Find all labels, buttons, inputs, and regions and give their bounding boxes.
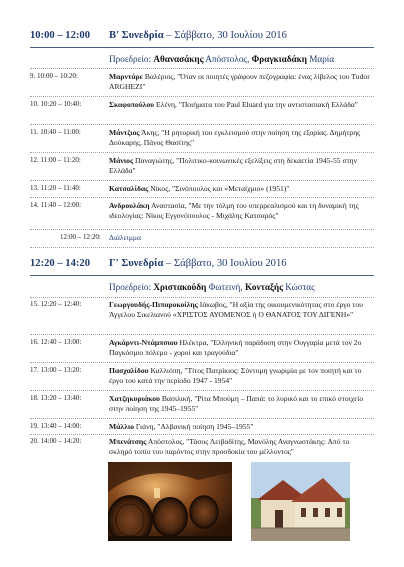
row-rule bbox=[30, 434, 374, 435]
session-c-time: 12:20 – 14:20 bbox=[30, 258, 91, 269]
talk-time: 19. 13:40 – 14:00: bbox=[30, 422, 82, 430]
break-label: Διάλειμμα bbox=[109, 233, 141, 242]
row-rule bbox=[30, 68, 374, 69]
talk-content: Σκαφοπούλου Ελένη, "Ποιήματα του Paul Eluard για την αντιστασιακή Ελλάδα" bbox=[109, 100, 358, 109]
wine-cellar-photo bbox=[108, 462, 232, 541]
wine-cellar-image bbox=[108, 462, 232, 541]
talk-content: Ανδρουλάκη Αναστασία, "Με την τόλμη του υπερρεαλισμού και τη δυναμική της ιδεολογίας: Νίκος Εγγονόπουλος - Μιχάλης Κατσαρός" bbox=[109, 201, 359, 220]
talk-time: 17. 13:00 – 13:20: bbox=[30, 366, 82, 374]
talk-content: Γεωργουδής-Πιπαροκοίλης Ιάκωβος, "Η αξία της οικουμενικότητας στο έργο του Άγγελου Σικελιανού «ΧΡΙΣΤΟΣ ΑΥΟΜΕΝΟΣ ή Ο ΘΑΝΑΤΟΣ ΤΟΥ ΔΙΓΕΝΗ»" bbox=[109, 300, 363, 319]
session-b-title: Β' Συνεδρία – Σάββατο, 30 Ιουλίου 2016 bbox=[109, 30, 287, 41]
row-rule bbox=[30, 297, 374, 298]
talk-content: Αγκάρντι-Ντάμπσιου Ηλέκτρα, "Ελληνική παράδοση στην Ουγγαρία μετά τον 2ο Παγκόσμιο πόλεμο - χοροί και τραγούδια" bbox=[109, 338, 362, 357]
talk-time: 20. 14:00 – 14:20: bbox=[30, 437, 82, 445]
row-rule bbox=[30, 152, 374, 153]
session-c-chairs: Προεδρείο: Χριστακούδη Φωτεινή, Κονταξής Κώστας bbox=[109, 282, 315, 292]
talk-time: 18. 13:20 – 13:40: bbox=[30, 394, 82, 402]
talk-time: 16. 12:40 – 13:00: bbox=[30, 338, 82, 346]
session-b-time: 10:00 – 12:00 bbox=[30, 30, 91, 41]
session-c-title: Γ' Συνεδρία – Σάββατο, 30 Ιουλίου 2016 bbox=[109, 258, 287, 269]
session-c-divider bbox=[30, 275, 374, 276]
row-rule bbox=[30, 418, 374, 419]
talk-content: Μάλλιο Γιάνη, "Αλβανική ποίηση 1945–1955" bbox=[109, 422, 254, 431]
session-b-heading bbox=[30, 30, 400, 44]
church-image bbox=[251, 462, 350, 541]
talk-content: Πασχαλίδου Καλλιόπη, "Τίτος Πατρίκιος: Σύντομη γνωριμία με τον ποιητή και το έργο του κατά την περίοδο 1947 - 1954" bbox=[109, 366, 362, 385]
talk-time: 13. 11:20 – 11:40: bbox=[30, 184, 81, 192]
church-photo bbox=[251, 462, 350, 541]
row-rule bbox=[30, 247, 374, 248]
talk-time: 15. 12:20 – 12:40: bbox=[30, 300, 82, 308]
talk-time: 9. 10:00 – 10:20: bbox=[30, 72, 78, 80]
talk-content: Μάνιος Παναγιώτης, "Πολιτικο-κοινωνικές εξελίξεις στη δεκαετία 1945-55 στην Ελλάδα" bbox=[109, 156, 358, 175]
talk-content: Μαρντάρε Βαλέριος, "Όταν οι ποιητές γράφουν πεζογραφία: ένας λίβελος του Tudor ARGHEZI" bbox=[109, 72, 370, 91]
session-c-heading bbox=[30, 258, 400, 272]
session-b-chairs: Προεδρείο: Αθανασάκης Απόστολος, Φραγκιαδάκη Μαρία bbox=[109, 54, 335, 64]
talk-content: Μπενάτσης Απόστολος, "Τάσος Λειβαδίτης, Μανόλης Αναγνωστάκης: Από το σκληρό τοπίο του παρόντος στην προσδοκία του μέλλοντος" bbox=[109, 437, 350, 456]
row-rule bbox=[30, 96, 374, 97]
talk-time: 14. 11:40 – 12:00: bbox=[30, 201, 82, 209]
talk-time: 11. 10:40 – 11:00: bbox=[30, 128, 81, 136]
talk-time: 10. 10:20 – 10:40: bbox=[30, 100, 82, 108]
row-rule bbox=[30, 229, 374, 230]
talk-content: Χατζηκυριάκου Βασιλική, "Ρίτα Μπούμη – Παπά: το λυρικό και το επικό στοιχείο στην ποίηση της 1945–1955" bbox=[109, 394, 364, 413]
row-rule bbox=[30, 180, 374, 181]
talk-content: Κατσαλίδας Νίκος, "Σινόπουλος και «Μεταίχμιο» (1951)" bbox=[109, 184, 290, 193]
talk-content: Μάντζιος Άκης, "Η ρητορική του εγκλεισμού στην ποίηση της εξορίας. Δημήτρης Δούκαρης, Πάνος Θασίτης" bbox=[109, 128, 361, 147]
session-b-divider bbox=[30, 47, 374, 48]
talk-time: 12. 11:00 – 11:20: bbox=[30, 156, 81, 164]
row-rule bbox=[30, 362, 374, 363]
row-rule bbox=[30, 334, 374, 335]
row-rule bbox=[30, 197, 374, 198]
break-time: 12:00 – 12:20: bbox=[60, 233, 101, 241]
row-rule bbox=[30, 390, 374, 391]
row-rule bbox=[30, 124, 374, 125]
